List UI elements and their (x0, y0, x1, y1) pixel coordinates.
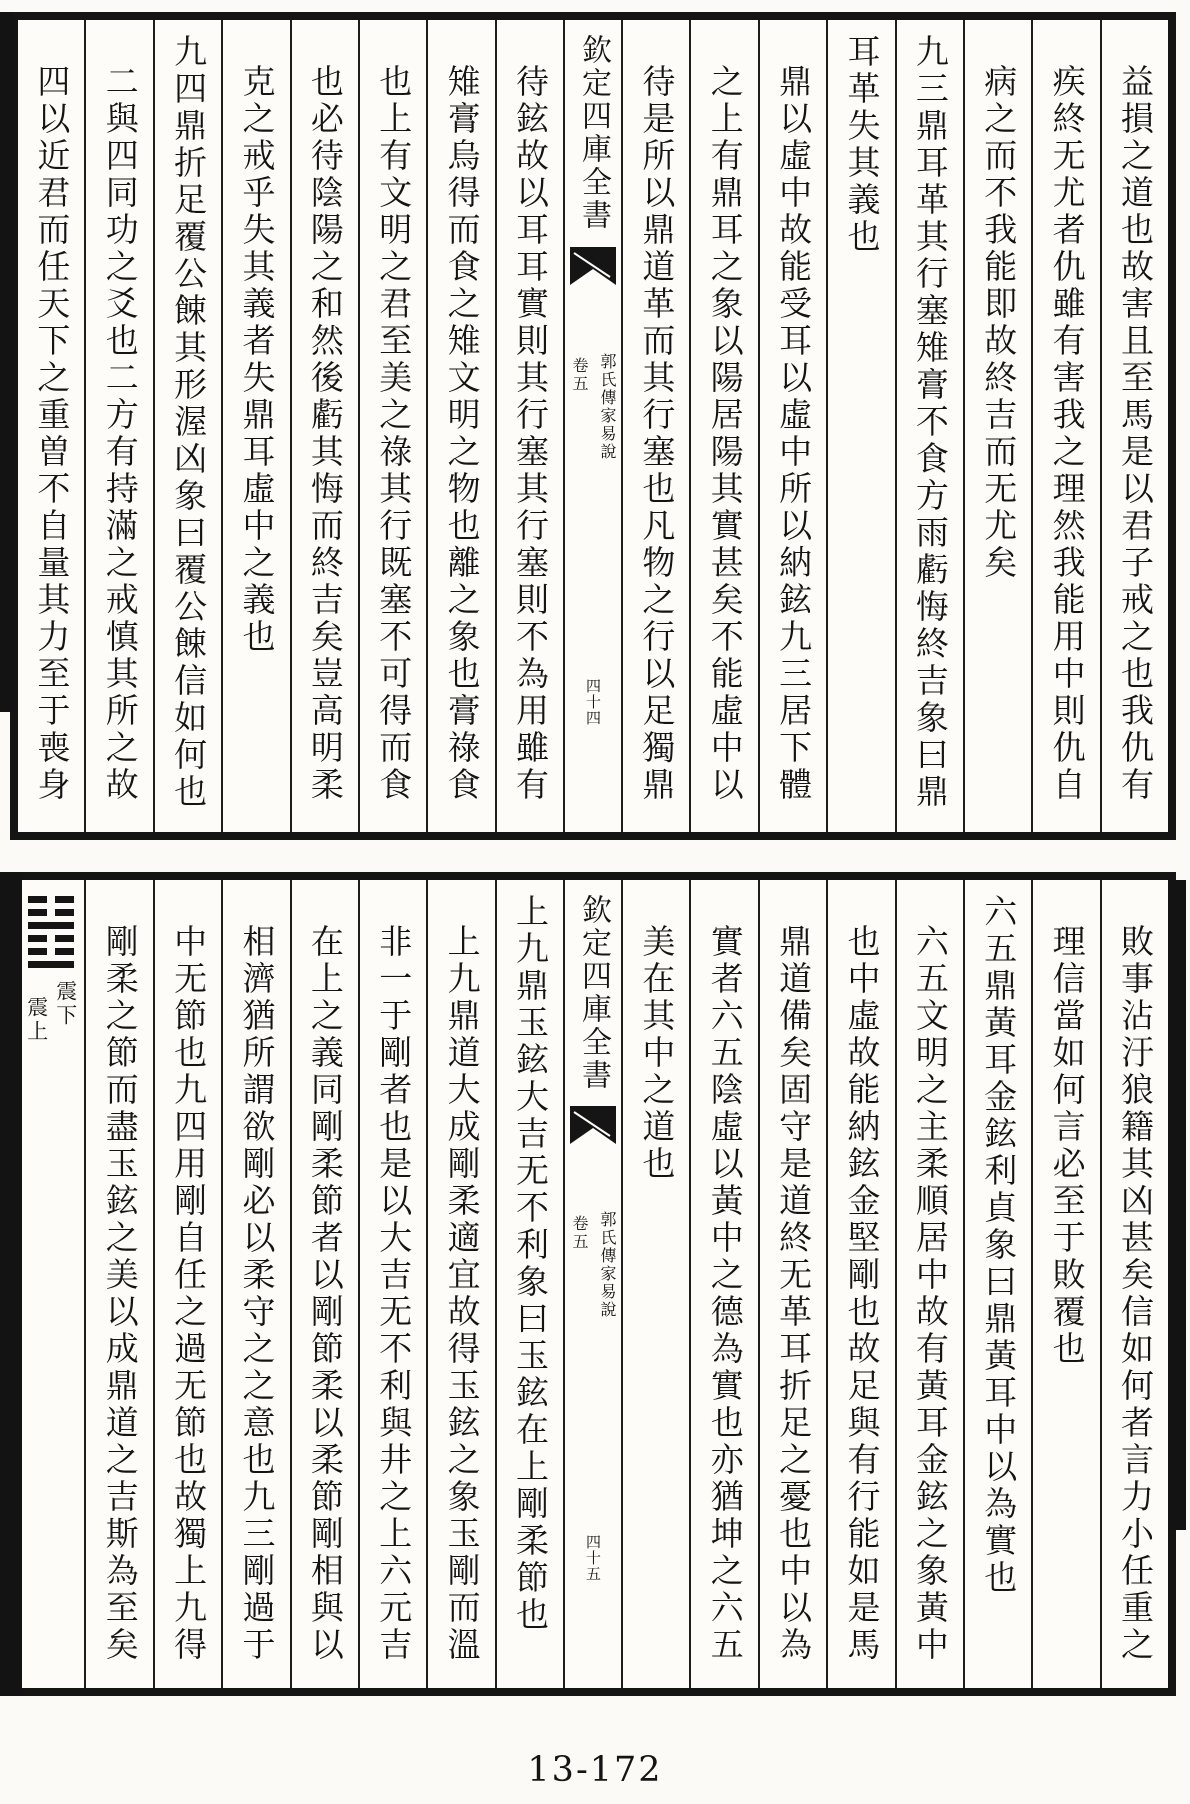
text-column: 中无節也九四用剛自任之過无節也故獨上九得 (153, 880, 221, 1688)
top-page-block (10, 12, 1176, 840)
edge-ink-bar (1170, 880, 1186, 1530)
fishtail-ornament-icon (570, 1106, 616, 1144)
text-column-jing: 六五鼎黃耳金鉉利貞象曰鼎黃耳中以為實也 (963, 880, 1031, 1688)
folio-number: 四十四 (584, 677, 602, 726)
text-column: 病之而不我能即故終吉而无尤矣 (963, 20, 1031, 832)
book-title: 郭氏傳家易說 (598, 352, 617, 461)
book-title: 郭氏傳家易說 (598, 1211, 617, 1320)
page-number: 13-172 (527, 1750, 663, 1790)
banxin-column (563, 880, 621, 1688)
hexagram-line (28, 909, 74, 916)
text-column: 待鉉故以耳耳實則其行塞其行塞則不為用雖有 (495, 20, 563, 832)
trigram-labels (18, 980, 84, 1044)
hexagram-line (28, 935, 74, 942)
upper-trigram-label: 震上 (24, 996, 49, 1044)
text-column: 四以近君而任天下之重曽不自量其力至于喪身 (32, 64, 72, 804)
text-column: 益損之道也故害且至馬是以君子戒之也我仇有 (1100, 20, 1168, 832)
siku-title: 欽定四庫全書 (576, 34, 611, 232)
siku-title: 欽定四庫全書 (576, 894, 611, 1092)
bottom-page-block (10, 872, 1176, 1696)
hexagram-line (28, 961, 74, 968)
text-column: 待是所以鼎道革而其行塞也凡物之行以足獨鼎 (621, 20, 689, 832)
text-column-jing: 九三鼎耳革其行塞雉膏不食方雨虧悔終吉象曰鼎 (895, 20, 963, 832)
hexagram-line (28, 896, 74, 903)
text-column: 非一于剛者也是以大吉无不利與井之上六元吉 (358, 880, 426, 1688)
text-column: 疾終无尤者仇雖有害我之理然我能用中則仇自 (1031, 20, 1099, 832)
text-column: 鼎道備矣固守是道終无革耳折足之憂也中以為 (758, 880, 826, 1688)
text-column: 敗事沾汙狼籍其凶甚矣信如何者言力小任重之 (1100, 880, 1168, 1688)
hexagram-line (28, 922, 74, 929)
text-column-jing: 上九鼎玉鉉大吉无不利象曰玉鉉在上剛柔節也 (495, 880, 563, 1688)
gutter-ink-bar (0, 12, 14, 712)
text-column: 剛柔之節而盡玉鉉之美以成鼎道之吉斯為至矣 (84, 880, 152, 1688)
text-column: 實者六五陰虛以黃中之德為實也亦猶坤之六五 (689, 880, 757, 1688)
text-column: 相濟猶所謂欲剛必以柔守之之意也九三剛過于 (221, 880, 289, 1688)
juan-label: 卷五 (570, 356, 589, 393)
text-column-jing: 九四鼎折足覆公餗其形渥凶象曰覆公餗信如何也 (153, 20, 221, 832)
fishtail-ornament-icon (570, 247, 616, 285)
lower-trigram-label: 震下 (53, 980, 78, 1028)
text-column: 克之戒乎失其義者失鼎耳虛中之義也 (221, 20, 289, 832)
text-column: 美在其中之道也 (621, 880, 689, 1688)
text-column: 也必待陰陽之和然後虧其悔而終吉矣豈高明柔 (290, 20, 358, 832)
hexagram-column (18, 880, 84, 1688)
text-column: 也上有文明之君至美之祿其行既塞不可得而食 (358, 20, 426, 832)
hexagram-line (28, 948, 74, 955)
banxin-column (563, 20, 621, 832)
text-column: 上九鼎道大成剛柔適宜故得玉鉉之象玉剛而溫 (426, 880, 494, 1688)
gutter-ink-bar (0, 872, 22, 1696)
juan-label: 卷五 (570, 1215, 589, 1252)
text-column: 雉膏烏得而食之雉文明之物也離之象也膏祿食 (426, 20, 494, 832)
folio-number: 四十五 (584, 1534, 602, 1583)
text-column: 理信當如何言必至于敗覆也 (1031, 880, 1099, 1688)
text-column: 在上之義同剛柔節者以剛節柔以柔節剛相與以 (290, 880, 358, 1688)
text-column: 也中虛故能納鉉金堅剛也故足與有行能如是馬 (826, 880, 894, 1688)
hexagram-zhen-icon (28, 896, 74, 968)
text-column: 之上有鼎耳之象以陽居陽其實甚矣不能虛中以 (689, 20, 757, 832)
text-column-jing: 耳革失其義也 (826, 20, 894, 832)
text-column: 二與四同功之爻也二方有持滿之戒慎其所之故 (84, 20, 152, 832)
text-column: 六五文明之主柔順居中故有黃耳金鉉之象黃中 (895, 880, 963, 1688)
text-column: 鼎以虛中故能受耳以虛中所以納鉉九三居下體 (758, 20, 826, 832)
